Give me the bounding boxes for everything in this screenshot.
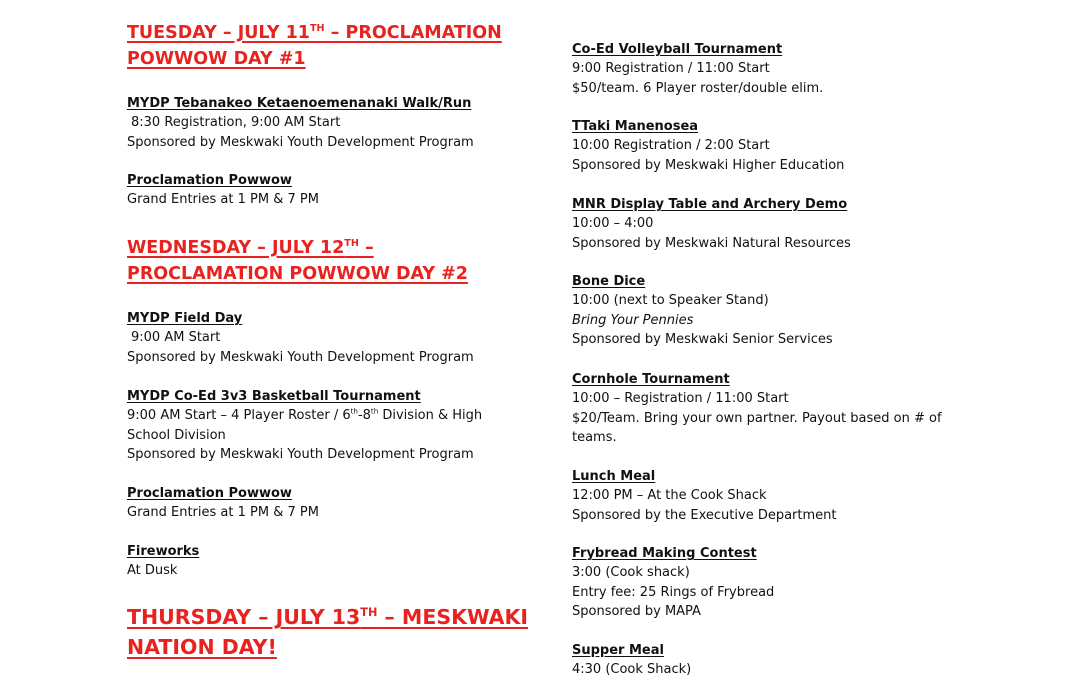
event-title: MYDP Tebanakeo Ketaenoemenanaki Walk/Run [127,96,472,111]
event-line: Grand Entries at 1 PM & 7 PM [127,505,319,521]
event-title: Cornhole Tournament [572,372,730,387]
event-line: 10:00 (next to Speaker Stand) [572,293,769,309]
event-line: At Dusk [127,563,178,579]
event-line: Grand Entries at 1 PM & 7 PM [127,192,319,208]
event-frybread-contest [572,544,992,622]
event-proclamation-powwow-2 [127,484,537,523]
event-title: Frybread Making Contest [572,546,757,561]
event-line: Bring Your Pennies [572,312,694,328]
event-basketball-tournament [127,387,497,465]
event-walk-run [127,94,537,152]
event-line: Sponsored by Meskwaki Youth Development Program [127,134,474,150]
event-line: 10:00 – 4:00 [572,216,654,232]
event-title: TTaki Manenosea [572,119,699,134]
event-line: 9:00 AM Start [131,330,221,346]
event-line: Entry fee: 25 Rings of Frybread [572,584,775,600]
event-line: 12:00 PM – At the Cook Shack [572,488,767,504]
event-volleyball-tournament [572,40,992,98]
event-supper-meal [572,641,992,680]
event-line: Sponsored by Meskwaki Natural Resources [572,235,851,251]
event-line: Sponsored by Meskwaki Youth Development Program [127,447,474,463]
event-line: Sponsored by Meskwaki Senior Services [572,332,833,348]
event-title: Lunch Meal [572,469,656,484]
event-bone-dice [572,272,992,350]
event-title: Proclamation Powwow [127,486,292,501]
event-line: 3:00 (Cook shack) [572,565,690,581]
event-fireworks [127,542,537,581]
event-title: MYDP Field Day [127,311,243,326]
event-line: Sponsored by the Executive Department [572,507,837,523]
event-title: Bone Dice [572,274,646,289]
day-heading-thursday: THURSDAY – JULY 13TH – MESKWAKI NATION DAY! [127,605,529,659]
day-heading-wednesday: WEDNESDAY – JULY 12TH – PROCLAMATION POWWOW DAY #2 [127,238,468,284]
event-ttaki-manenosea [572,117,992,175]
event-title: Fireworks [127,544,200,559]
event-line: $20/Team. Bring your own partner. Payout based on # of teams. [572,410,942,446]
event-line: 9:00 AM Start – 4 Player Roster / 6th-8th Division & High School Division [127,407,483,443]
event-title: MNR Display Table and Archery Demo [572,197,848,212]
event-title: Supper Meal [572,643,664,658]
day-heading-tuesday: TUESDAY – JULY 11TH – PROCLAMATION POWWOW DAY #1 [127,23,502,69]
event-cornhole-tournament [572,370,952,448]
event-line: Sponsored by MAPA [572,604,701,620]
event-field-day [127,309,537,367]
event-lunch-meal [572,467,992,525]
event-title: MYDP Co-Ed 3v3 Basketball Tournament [127,389,421,404]
event-line: 4:30 (Cook Shack) [572,662,692,678]
event-line: Sponsored by Meskwaki Youth Development Program [127,349,474,365]
event-line: Sponsored by Meskwaki Higher Education [572,157,845,173]
event-title: Co-Ed Volleyball Tournament [572,42,783,57]
event-title: Proclamation Powwow [127,173,292,188]
event-line: 10:00 – Registration / 11:00 Start [572,391,789,407]
event-line: 9:00 Registration / 11:00 Start [572,61,770,77]
event-proclamation-powwow-1 [127,171,537,210]
event-line: 10:00 Registration / 2:00 Start [572,138,770,154]
event-line: 8:30 Registration, 9:00 AM Start [131,115,341,131]
event-archery-demo [572,195,992,253]
event-line: $50/team. 6 Player roster/double elim. [572,80,824,96]
